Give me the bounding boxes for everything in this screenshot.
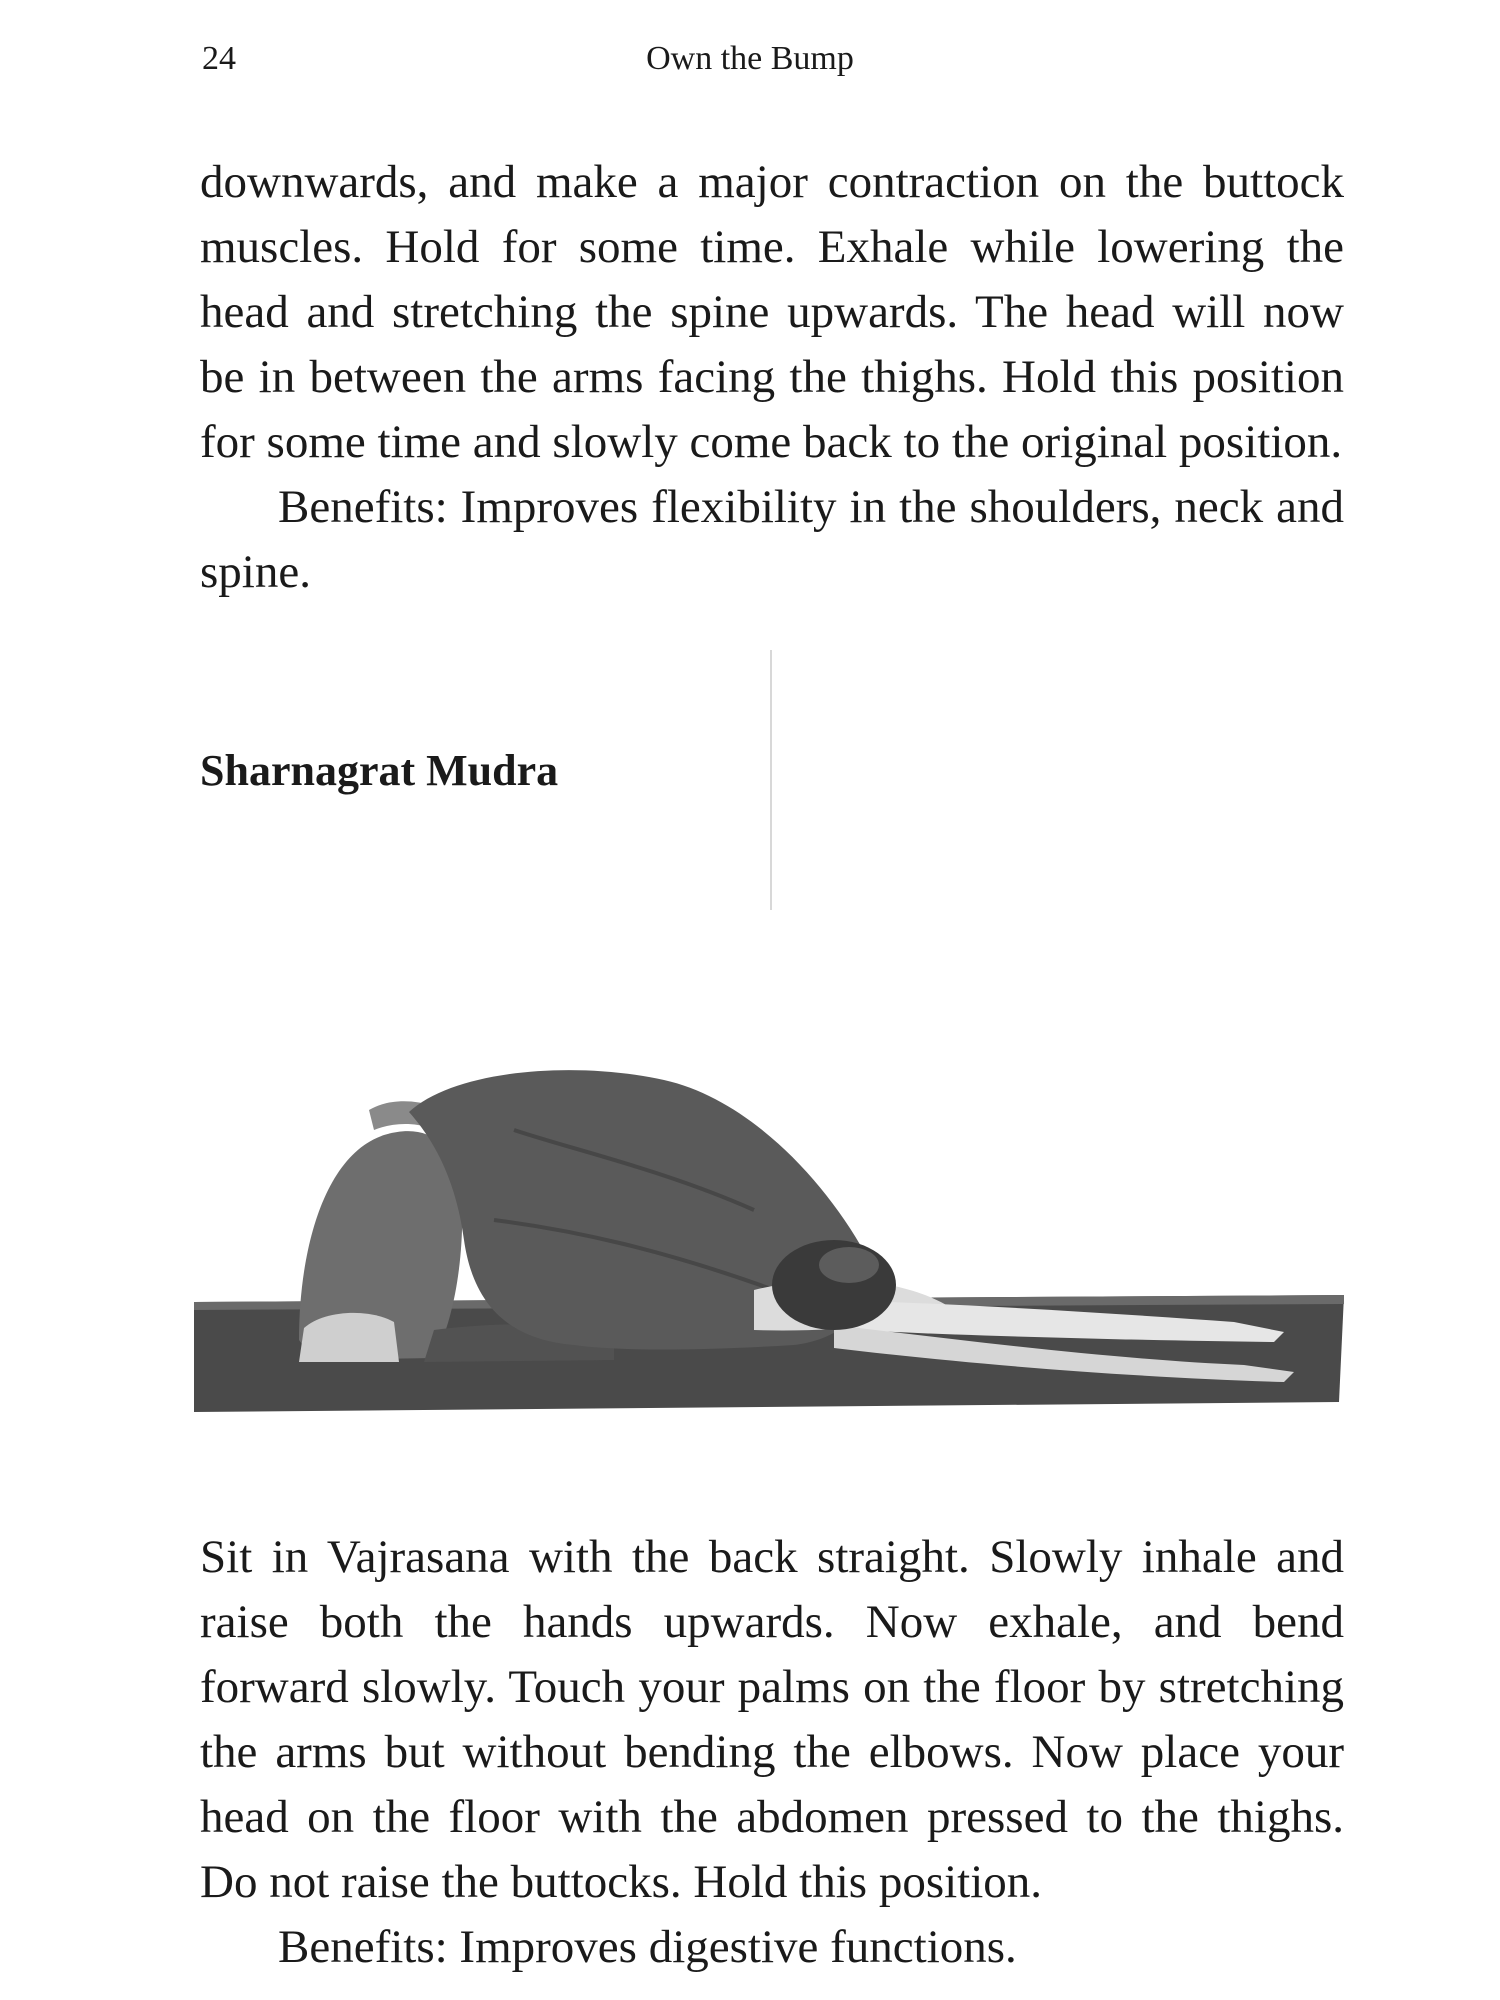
section-heading: Sharnagrat Mudra [200, 746, 559, 795]
child-pose-illustration [194, 1060, 1344, 1420]
scan-artifact [770, 650, 772, 910]
running-title: Own the Bump [646, 40, 854, 77]
hair-bun [819, 1247, 879, 1283]
pose-photo [194, 1060, 1344, 1420]
page-number: 24 [202, 40, 236, 77]
benefits-text: Benefits: Improves digestive functions. [278, 1921, 1017, 1973]
section-text-block [200, 1525, 1344, 1980]
benefits-text: Benefits: Improves flexibility in the shoulders, neck and spine. [200, 481, 1344, 598]
body-paragraph: Sit in Vajrasana with the back straight. Slowly inhale and raise both the hands upwards. Now exhale, and bend forward slowly. Touch your palms on the floor by stretching the arms but without bending the elbows. Now place your head on the floor with the abdomen pressed to the thighs. Do not raise the buttocks. Hold this position. [200, 1531, 1344, 1908]
top-text-block [200, 150, 1344, 605]
body-paragraph: downwards, and make a major contraction on the buttock muscles. Hold for some time. Exhale while lowering the head and stretching the spine upwards. The head will now be in between the arms facing the thighs. Hold this position for some time and slowly come back to the original position. [200, 156, 1344, 468]
